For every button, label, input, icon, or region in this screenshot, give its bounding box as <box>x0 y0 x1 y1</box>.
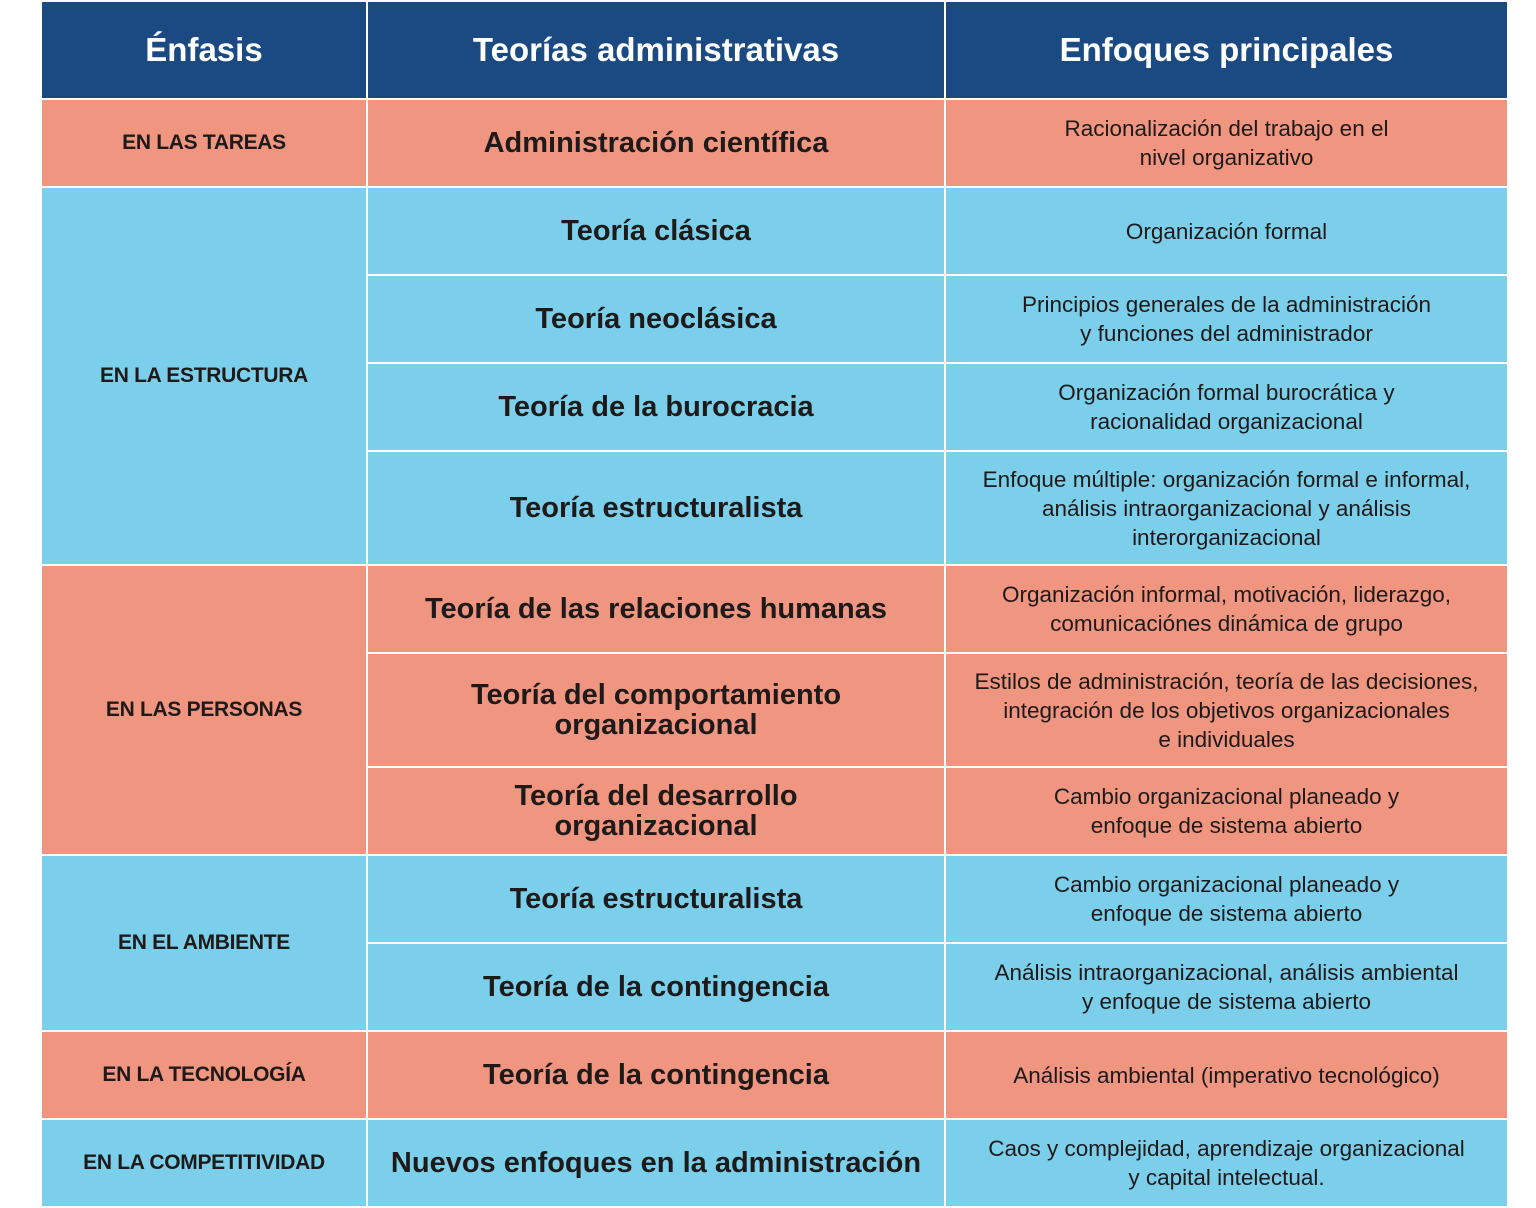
focus-cell: Enfoque múltiple: organización formal e informal, análisis intraorganizacional y análisis interorganizacional <box>945 451 1508 565</box>
theories-table <box>40 0 1509 1208</box>
theory-cell: Nuevos enfoques en la administración <box>367 1119 945 1207</box>
theory-cell: Teoría clásica <box>367 187 945 275</box>
focus-cell: Principios generales de la administración y funciones del administrador <box>945 275 1508 363</box>
emphasis-cell: EN LA COMPETITIVIDAD <box>41 1119 367 1207</box>
header-focus: Enfoques principales <box>945 1 1508 99</box>
header-row <box>41 1 1508 99</box>
emphasis-cell: EN LAS PERSONAS <box>41 565 367 855</box>
focus-cell: Organización formal burocrática y racionalidad organizacional <box>945 363 1508 451</box>
theory-cell: Administración científica <box>367 99 945 187</box>
theory-cell: Teoría neoclásica <box>367 275 945 363</box>
table-row <box>41 565 1508 653</box>
table-header <box>41 1 1508 99</box>
focus-cell: Cambio organizacional planeado y enfoque de sistema abierto <box>945 855 1508 943</box>
focus-cell: Caos y complejidad, aprendizaje organizacional y capital intelectual. <box>945 1119 1508 1207</box>
theory-cell: Teoría de la burocracia <box>367 363 945 451</box>
theory-cell: Teoría del comportamiento organizacional <box>367 653 945 767</box>
table-body <box>41 99 1508 1207</box>
table-row <box>41 187 1508 275</box>
focus-cell: Análisis ambiental (imperativo tecnológico) <box>945 1031 1508 1119</box>
focus-cell: Análisis intraorganizacional, análisis ambiental y enfoque de sistema abierto <box>945 943 1508 1031</box>
focus-cell: Estilos de administración, teoría de las decisiones, integración de los objetivos organizacionales e individuales <box>945 653 1508 767</box>
emphasis-cell: EN LAS TAREAS <box>41 99 367 187</box>
theory-cell: Teoría de la contingencia <box>367 943 945 1031</box>
table-row <box>41 855 1508 943</box>
focus-cell: Organización informal, motivación, liderazgo, comunicaciónes dinámica de grupo <box>945 565 1508 653</box>
theory-cell: Teoría estructuralista <box>367 451 945 565</box>
theory-cell: Teoría estructuralista <box>367 855 945 943</box>
emphasis-cell: EN LA TECNOLOGÍA <box>41 1031 367 1119</box>
header-theories: Teorías administrativas <box>367 1 945 99</box>
theory-cell: Teoría de las relaciones humanas <box>367 565 945 653</box>
focus-cell: Racionalización del trabajo en el nivel organizativo <box>945 99 1508 187</box>
emphasis-cell: EN EL AMBIENTE <box>41 855 367 1031</box>
table-row <box>41 1119 1508 1207</box>
theory-cell: Teoría del desarrollo organizacional <box>367 767 945 855</box>
theory-cell: Teoría de la contingencia <box>367 1031 945 1119</box>
table-row <box>41 1031 1508 1119</box>
emphasis-cell: EN LA ESTRUCTURA <box>41 187 367 565</box>
focus-cell: Cambio organizacional planeado y enfoque de sistema abierto <box>945 767 1508 855</box>
header-emphasis: Énfasis <box>41 1 367 99</box>
table-row <box>41 99 1508 187</box>
focus-cell: Organización formal <box>945 187 1508 275</box>
